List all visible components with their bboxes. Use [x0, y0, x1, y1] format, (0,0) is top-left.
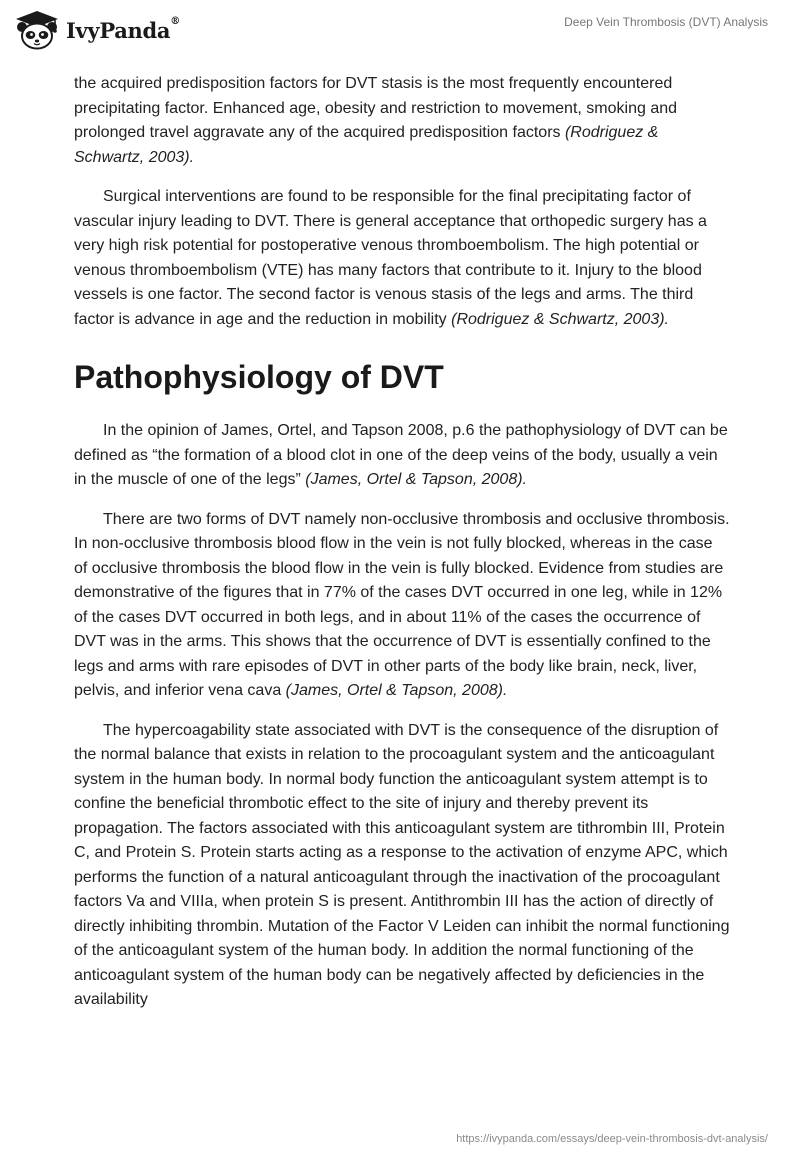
panda-graduate-icon — [14, 10, 60, 50]
page-header — [0, 0, 800, 60]
section-heading: Pathophysiology of DVT — [74, 359, 444, 395]
citation: (Rodriguez & Schwartz, 2003). — [451, 310, 669, 328]
essay-content — [74, 72, 730, 1028]
citation: (James, Ortel & Tapson, 2008). — [285, 682, 508, 699]
logo[interactable] — [14, 10, 180, 50]
citation: (Rodriguez & Schwartz, 2003). — [74, 124, 659, 166]
document-title: Deep Vein Thrombosis (DVT) Analysis — [564, 15, 768, 29]
paragraph: the acquired predisposition factors for DVT stasis is the most frequently encountered precipitating factor. Enhanced age, obesity and restriction to movement, smoking and prolonged travel aggravate any of the acquired predisposition factors (Rodriguez & Schwartz, 2003). — [74, 75, 678, 166]
paragraph: There are two forms of DVT namely non-occlusive thrombosis and occlusive thrombosis. In non-occlusive thrombosis blood flow in the vein is not fully blocked, whereas in the case of occlusive thrombosis the blood flow in the vein is fully blocked. Evidence from studies are demonstrative of the figures that in 77% of the cases DVT occurred in one leg, while in 12% of the cases DVT occurred in both legs, and in about 11% of the cases the occurrence of DVT was in the arms. This shows that the occurrence of DVT is essentially confined to the legs and arms with rare episodes of DVT in other parts of the body like brain, neck, liver, pelvis, and inferior vena cava (James, Ortel & Tapson, 2008). — [74, 510, 730, 699]
paragraph: Surgical interventions are found to be responsible for the final precipitating factor of vascular injury leading to DVT. There is general acceptance that orthopedic surgery has a very high risk potential for postoperative venous thromboembolism. The high potential or venous thromboembolism (VTE) has many factors that contribute to it. Injury to the blood vessels is one factor. The second factor is venous stasis of the legs and arms. The third factor is advance in age and the reduction in mobility (Rodriguez & Schwartz, 2003). — [74, 188, 707, 328]
brand-name: IvyPanda® — [66, 15, 180, 43]
paragraph: The hypercoagability state associated with DVT is the consequence of the disruption of the normal balance that exists in relation to the procoagulant system and the anticoagulant system in the human body. In normal body function the anticoagulant system attempt is to confine the beneficial thrombotic effect to the site of injury and thereby prevent its propagation. The factors associated with this anticoagulant system are tithrombin III, Protein C, and Protein S. Protein starts acting as a response to the activation of enzyme APC, which performs the function of a natural anticoagulant through the inactivation of the procoagulant factors Va and VIIIa, when protein S is present. Antithrombin III has the action of directly of directly inhibiting thrombin. Mutation of the Factor V Leiden can inhibit the normal functioning of the anticoagulant system of the human body. In addition the normal functioning of the anticoagulant system of the human body can be negatively affected by deficiencies in the availability — [74, 721, 730, 1008]
source-url[interactable]: https://ivypanda.com/essays/deep-vein-thrombosis-dvt-analysis/ — [456, 1133, 768, 1145]
citation: (James, Ortel & Tapson, 2008). — [305, 471, 527, 488]
paragraph: In the opinion of James, Ortel, and Tapson 2008, p.6 the pathophysiology of DVT can be defined as “the formation of a blood clot in one of the deep veins of the body, usually a vein in the muscle of one of the legs” (James, Ortel & Tapson, 2008). — [74, 422, 728, 488]
